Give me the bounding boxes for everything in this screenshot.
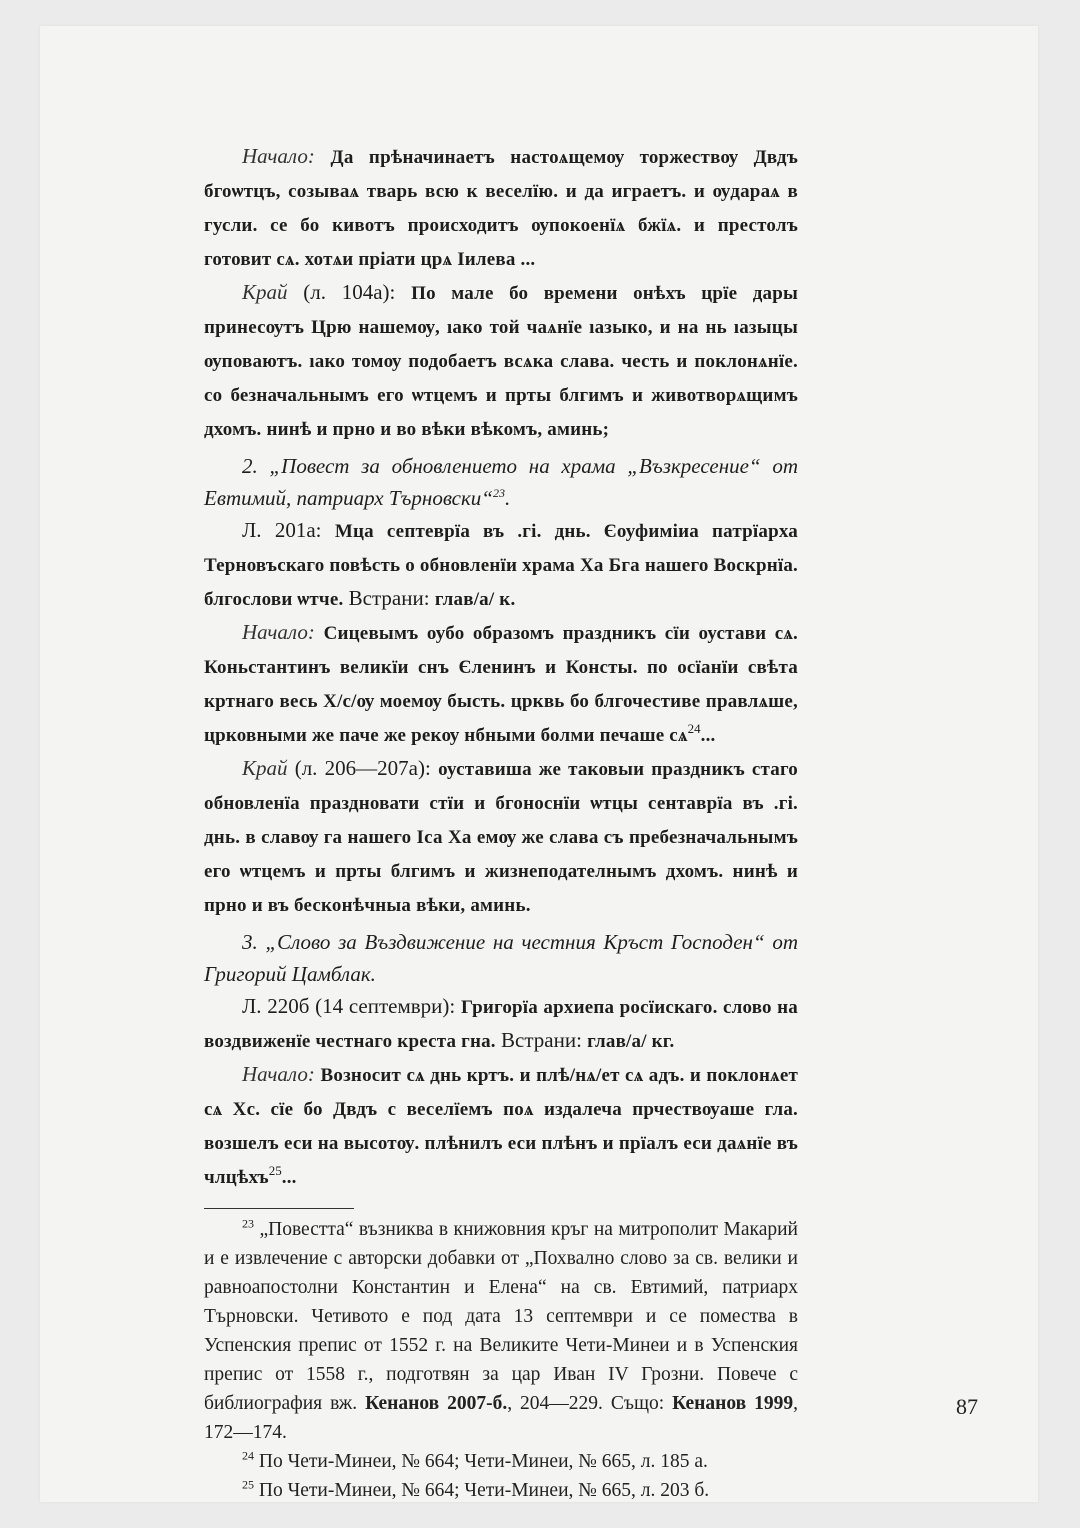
footnote-24 (204, 1447, 798, 1476)
church-slavonic-text: глав/а/ кг. (587, 1031, 675, 1052)
folio-reference: (л. 104а): (303, 280, 396, 304)
section-title-text: 3. „Слово за Въздвижение на честния Кръст Господен“ от Григорий Цамблак. (204, 930, 798, 986)
page (40, 26, 1038, 1502)
church-slavonic-text: По мале бо времени онѣхъ црїе дары принесѹтъ Црю нашемѹ, ıако той чаѧнїе ıазыко, и на нь ıазыцы ѹповаютъ. ıако томѹ подобаетъ всѧка слава. честь и поклонѧнїе. со безначальнымъ его ѡтцемъ и прты блгимъ и животворѧщимъ дхомъ. нинѣ и прно и во вѣки вѣкомъ, аминь; (204, 283, 799, 440)
church-slavonic-text: Сицевымъ оубо образомъ праздникъ сїи оустави сѧ. Коньстантинъ великїи снъ Єленинъ и Консты. по осїанїи свѣта кртнаго весь Х/с/ѹ моемѹ бысть. црквь бо блгочестиве правлѧше, црковными же паче же рекѹ нбными болми печаше сѧ (204, 623, 798, 746)
footnote-23 (204, 1215, 798, 1447)
ellipsis: ... (700, 725, 716, 746)
footnote-text: , 172—174. (204, 1393, 798, 1443)
main-text (204, 140, 798, 1505)
paragraph-folio-220b (204, 990, 798, 1058)
paragraph-incipit-2 (204, 616, 798, 752)
church-slavonic-text: глав/а/ к. (434, 589, 516, 610)
footnote-ref-24[interactable]: 24 (687, 721, 701, 736)
margin-note-label: Встрани: (348, 586, 430, 610)
section-title-end: . (505, 486, 511, 510)
bibliography-ref: Кенанов 1999 (672, 1393, 794, 1414)
section-title-2 (204, 450, 798, 514)
label-incipit: Начало: (242, 620, 315, 644)
margin-note-label: Встрани: (501, 1028, 582, 1052)
label-incipit: Начало: (242, 1062, 315, 1086)
label-explicit: Край (242, 756, 288, 780)
footnote-text: По Чети-Минеи, № 664; Чети-Минеи, № 665, л. 185 а. (258, 1451, 708, 1472)
footnote-text: „Повестта“ възниква в книжовния кръг на митрополит Макарий и е извлечение с авторски добавки от „Похвално слово за св. велики и равноапостолни Константин и Елена“ на св. Евтимий, патриарх Търновски. Четивото е под дата 13 септември и се помества в Успенския препис от 1552 г. на Великите Чети-Минеи и в Успенския препис от 1558 г., подготвян за цар Иван IV Грозни. Повече с библиография вж. (204, 1219, 798, 1414)
paragraph-explicit-2 (204, 752, 798, 922)
section-title-3 (204, 926, 798, 990)
footnote-ref-23[interactable]: 23 (493, 486, 505, 500)
church-slavonic-text: Возносит сѧ днь кртъ. и плѣ/нѧ/ет сѧ адъ. и поклонѧет сѧ Хс. сїе бо Двдъ с веселїемъ поѧ издалеча прчествѹаше гла. возшелъ еси на высотѹ. плѣнилъ еси плѣнъ и прїалъ еси даѧнїе въ члцѣхъ (204, 1065, 798, 1188)
footnote-number: 24 (242, 1448, 254, 1463)
footnote-text: , 204—229. Също: (507, 1393, 665, 1414)
church-slavonic-text: оуставиша же таковыи праздникъ стаго обновленїа праздновати стїи и бгоноснїи ѡтцы сентаврїа въ .гі. днь. в славѹ га нашего Іса Ха емѹ же слава съ пребезначальнымъ его ѡтцемъ и прты блгимъ и жизнеподателнымъ дхомъ. нинѣ и прно и въ бесконѣчныа вѣки, аминь. (204, 759, 798, 916)
church-slavonic-text: Мца септеврїа въ .гі. днь. Єоуфиміиа патрїарха Терновъскаго повѣсть о обновленїи храма Хa Бга нашего Воскрнїа. блгослови ѡтче. (204, 521, 799, 610)
paragraph-incipit-3 (204, 1058, 798, 1194)
footnote-text: По Чети-Минеи, № 664; Чети-Минеи, № 665, л. 203 б. (258, 1480, 710, 1501)
ellipsis: ... (281, 1167, 297, 1188)
church-slavonic-text: Да прѣначинаетъ настоѧщемѹ торжествѹ Двдъ бгоѡтцъ, созываѧ тварь всю к веселїю. и да играетъ. и ѹдараѧ в гусли. се бо кивотъ происходитъ ѹпокоенїѧ бжїѧ. и престолъ готовит сѧ. хотѧи пріати црѧ Іилева ... (204, 147, 798, 270)
paragraph-folio-201a (204, 514, 798, 616)
label-explicit: Край (242, 280, 288, 304)
footnote-25 (204, 1476, 798, 1505)
folio-reference: Л. 220б (14 септември): (242, 994, 456, 1018)
footnote-divider (204, 1208, 354, 1209)
folio-reference: (л. 206—207а): (294, 756, 431, 780)
folio-reference: Л. 201а: (242, 518, 322, 542)
label-incipit: Начало: (242, 144, 315, 168)
church-slavonic-text: Григорїа архиепа росїискаго. слово на воздвиженїе честнаго креста гна. (204, 997, 799, 1052)
paragraph-incipit-1 (204, 140, 798, 276)
section-title-text: 2. „Повест за обновлението на храма „Възкресение“ от Евтимий, патриарх Търновски“ (204, 454, 798, 510)
bibliography-ref: Кенанов 2007-б. (365, 1393, 508, 1414)
footnote-number: 23 (242, 1216, 254, 1231)
paragraph-explicit-1 (204, 276, 798, 446)
page-number: 87 (956, 1394, 978, 1419)
footnote-number: 25 (242, 1477, 254, 1492)
footnote-ref-25[interactable]: 25 (268, 1163, 282, 1178)
